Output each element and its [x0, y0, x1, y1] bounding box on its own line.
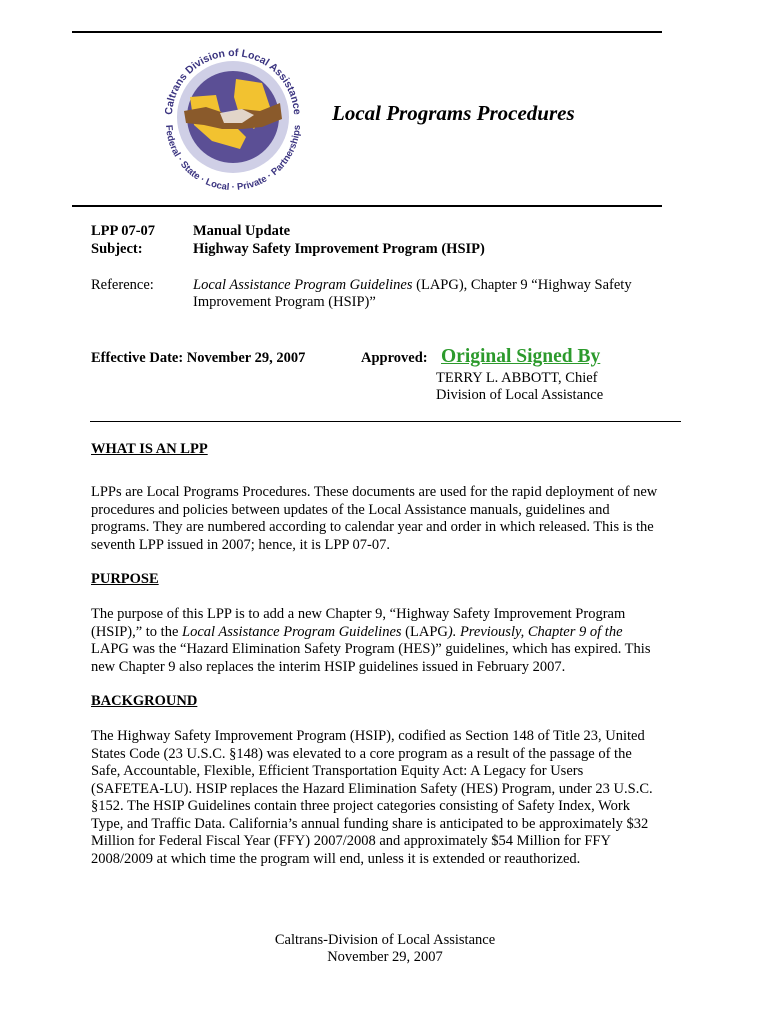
- lpp-number-value: Manual Update: [193, 223, 291, 239]
- logo-ring-text-bottom: Federal · State · Local · Private · Partnerships: [162, 124, 304, 194]
- reference-rest: (LAPG), Chapter 9 “Highway Safety: [412, 277, 632, 293]
- signer-name: TERRY L. ABBOTT, Chief: [436, 370, 598, 386]
- footer-organization: Caltrans-Division of Local Assistance: [274, 932, 496, 948]
- paragraph-line: LPPs are Local Programs Procedures. These documents are used for the rapid deployment of new: [91, 484, 658, 500]
- header-rule: [72, 205, 662, 207]
- effective-date: Effective Date: November 29, 2007: [91, 350, 306, 366]
- what-is-lpp-paragraph: [91, 484, 691, 554]
- memo-rule: [90, 421, 681, 422]
- paragraph-line: new Chapter 9 also replaces the interim HSIP guidelines issued in February 2007.: [91, 658, 566, 675]
- what-is-lpp-heading: WHAT IS AN LPP: [91, 441, 208, 457]
- signature: Original Signed By: [441, 346, 601, 367]
- logo-ring-text-top: Caltrans Division of Local Assistance: [162, 46, 304, 116]
- approved-label: Approved:: [361, 350, 428, 366]
- signer-division: Division of Local Assistance: [436, 387, 604, 403]
- paragraph-line: The purpose of this LPP is to add a new Chapter 9, “Highway Safety Improvement Program: [91, 606, 626, 622]
- purpose-text: (LAPG: [401, 623, 448, 640]
- paragraph-line: 2008/2009 at which time the program will end, unless it is extended or reauthorized.: [91, 850, 581, 867]
- purpose-lapg-title: Local Assistance Program Guidelines: [182, 623, 402, 640]
- paragraph-line: States Code (23 U.S.C. §148) was elevated to a core program as a result of the passage of the: [91, 745, 632, 762]
- paragraph-line: The Highway Safety Improvement Program (HSIP), codified as Section 148 of Title 23, United: [91, 728, 645, 744]
- paragraph-line: LAPG was the “Hazard Elimination Safety Program (HES)” guidelines, which has expired. This: [91, 641, 651, 657]
- reference-label: Reference:: [91, 277, 154, 293]
- background-heading: BACKGROUND: [91, 693, 198, 709]
- purpose-heading: PURPOSE: [91, 571, 159, 587]
- paragraph-line: Safe, Accountable, Flexible, Efficient Transportation Equity Act: A Legacy for Users: [91, 763, 584, 779]
- paragraph-line: §152. The HSIP Guidelines contain three project categories consisting of Safety Index, Work: [91, 798, 630, 814]
- purpose-text: (HSIP),” to the: [91, 623, 183, 640]
- paragraph-line: procedures and policies between updates of the Local Assistance manuals, guidelines and: [91, 501, 610, 518]
- purpose-text: ). Previously, Chapter 9 of the: [447, 623, 623, 640]
- caltrans-dla-logo: [150, 37, 316, 197]
- reference-value: [193, 277, 632, 294]
- paragraph-line: seventh LPP issued in 2007; hence, it is LPP 07-07.: [91, 536, 390, 553]
- purpose-paragraph: [91, 606, 691, 676]
- background-paragraph: [91, 728, 691, 868]
- subject-label: Subject:: [91, 241, 143, 257]
- lpp-number-label: LPP 07-07: [91, 223, 156, 239]
- reference-title: Local Assistance Program Guidelines: [193, 277, 413, 293]
- reference-line2: Improvement Program (HSIP)”: [193, 294, 376, 310]
- paragraph-line: programs. They are numbered according to calendar year and order in which released. This is the: [91, 519, 654, 535]
- paragraph-line: (SAFETEA-LU). HSIP replaces the Hazard Elimination Safety (HES) Program, under 23 U.S.C.: [91, 780, 653, 797]
- paragraph-line: Million for Federal Fiscal Year (FFY) 2007/2008 and approximately $54 Million for FFY: [91, 833, 611, 849]
- subject-value: Highway Safety Improvement Program (HSIP): [193, 241, 485, 257]
- paragraph-line: Type, and Traffic Data. California’s annual funding share is anticipated to be approximately $32: [91, 815, 649, 832]
- footer-date: November 29, 2007: [327, 949, 443, 965]
- page-title: Local Programs Procedures: [332, 101, 575, 125]
- top-rule: [72, 31, 662, 33]
- paragraph-line: [91, 624, 691, 642]
